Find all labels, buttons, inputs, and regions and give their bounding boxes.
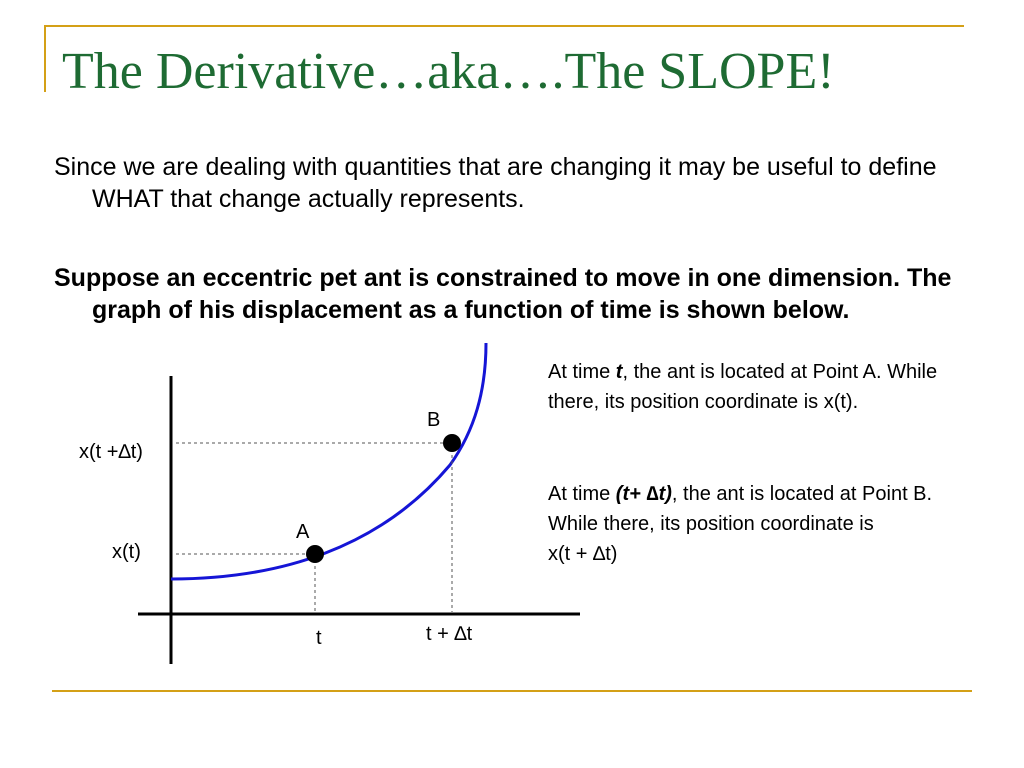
slide-title: The Derivative…aka….The SLOPE!: [62, 43, 835, 100]
note2-suffix: , the ant is located at Point B. While there, its position coordinate is: [548, 483, 933, 535]
intro-paragraph: Since we are dealing with quantities that are changing it may be useful to define WHAT that change actually represents.: [54, 153, 937, 213]
note2-value: x(t + ∆t): [548, 543, 618, 565]
displacement-curve: [171, 343, 486, 579]
y-label-xt: x(t): [112, 541, 141, 563]
note1-suffix: , the ant is located at Point A. While there, its position coordinate is x(t).: [548, 361, 938, 413]
ant-paragraph: Suppose an eccentric pet ant is constrained to move in one dimension. The graph of his displacement as a function of time is shown below.: [54, 264, 952, 324]
point-b-label: B: [427, 409, 441, 431]
point-a-marker: [306, 545, 324, 563]
x-label-t-dt: t + ∆t: [426, 623, 473, 645]
note2-variable: (t+ ∆t): [615, 483, 672, 505]
point-b-marker: [443, 434, 461, 452]
note2-prefix: At time: [548, 483, 616, 505]
bottom-accent-rule: [52, 690, 972, 692]
note-point-b: [548, 479, 978, 569]
point-a-label: A: [296, 521, 310, 543]
x-label-t: t: [316, 627, 322, 649]
note1-variable: t: [615, 361, 623, 383]
note1-prefix: At time: [548, 361, 616, 383]
y-label-xt-dt: x(t +∆t): [79, 441, 143, 463]
note-point-a: [548, 357, 978, 417]
